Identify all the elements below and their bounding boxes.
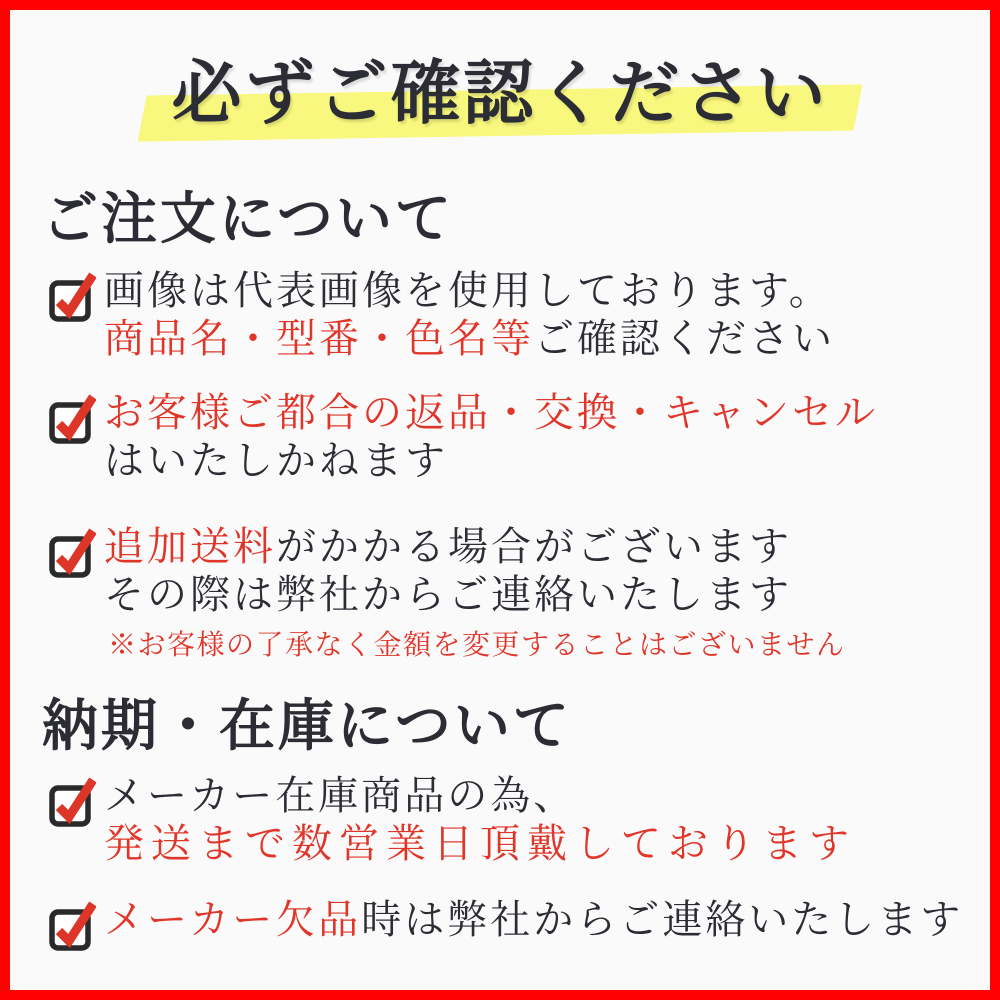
footnote: ※お客様の了承なく金額を変更することはございません [108, 628, 846, 662]
item-line [104, 772, 856, 820]
checked-checkbox-icon [48, 896, 96, 952]
text-segment: その際は弊社からご連絡いたします [104, 572, 792, 619]
text-segment-red: 発送まで数営業日頂戴しております [104, 821, 856, 868]
section-orders [42, 186, 966, 665]
item-line [104, 571, 846, 619]
list-item-representative-image [42, 267, 966, 363]
text-segment: メーカー在庫商品の為、 [104, 773, 577, 820]
checked-checkbox-icon [48, 523, 96, 579]
text-segment: 時は弊社からご連絡いたします [361, 897, 964, 944]
text-segment: ご確認ください [534, 316, 835, 363]
list-item-extra-shipping [42, 523, 966, 665]
text-segment: がかかる場合がございます [276, 524, 792, 571]
list-item-maker-shortage [42, 896, 966, 952]
item-line [104, 820, 856, 868]
item-text [104, 772, 856, 868]
item-line [104, 437, 878, 485]
list-item-returns [42, 389, 966, 485]
title-block [10, 40, 990, 150]
checked-checkbox-icon [48, 389, 96, 445]
section-heading-orders: ご注文について [42, 186, 454, 252]
section-heading-stock: 納期・在庫について [42, 693, 572, 760]
item-line [104, 267, 835, 315]
checked-checkbox-icon [48, 772, 96, 828]
item-text [104, 896, 963, 944]
item-line [104, 896, 963, 944]
text-segment-red: 商品名・型番・色名等 [104, 316, 534, 363]
text-segment: 画像は代表画像を使用しております。 [104, 268, 832, 315]
item-text [104, 523, 846, 665]
text-segment: はいたしかねます [104, 438, 448, 485]
item-line [104, 523, 846, 571]
item-text [104, 267, 835, 363]
item-line [104, 389, 878, 437]
checked-checkbox-icon [48, 267, 96, 323]
item-text [104, 389, 878, 485]
item-line [104, 315, 835, 363]
text-segment-red: メーカー欠品 [104, 897, 362, 944]
text-segment-red: 追加送料 [104, 524, 276, 571]
text-segment-red: お客様ご都合の返品・交換・キャンセル [104, 390, 878, 437]
section-stock [42, 693, 966, 952]
page-title: 必ずご確認ください [171, 51, 829, 134]
list-item-maker-stock [42, 772, 966, 868]
